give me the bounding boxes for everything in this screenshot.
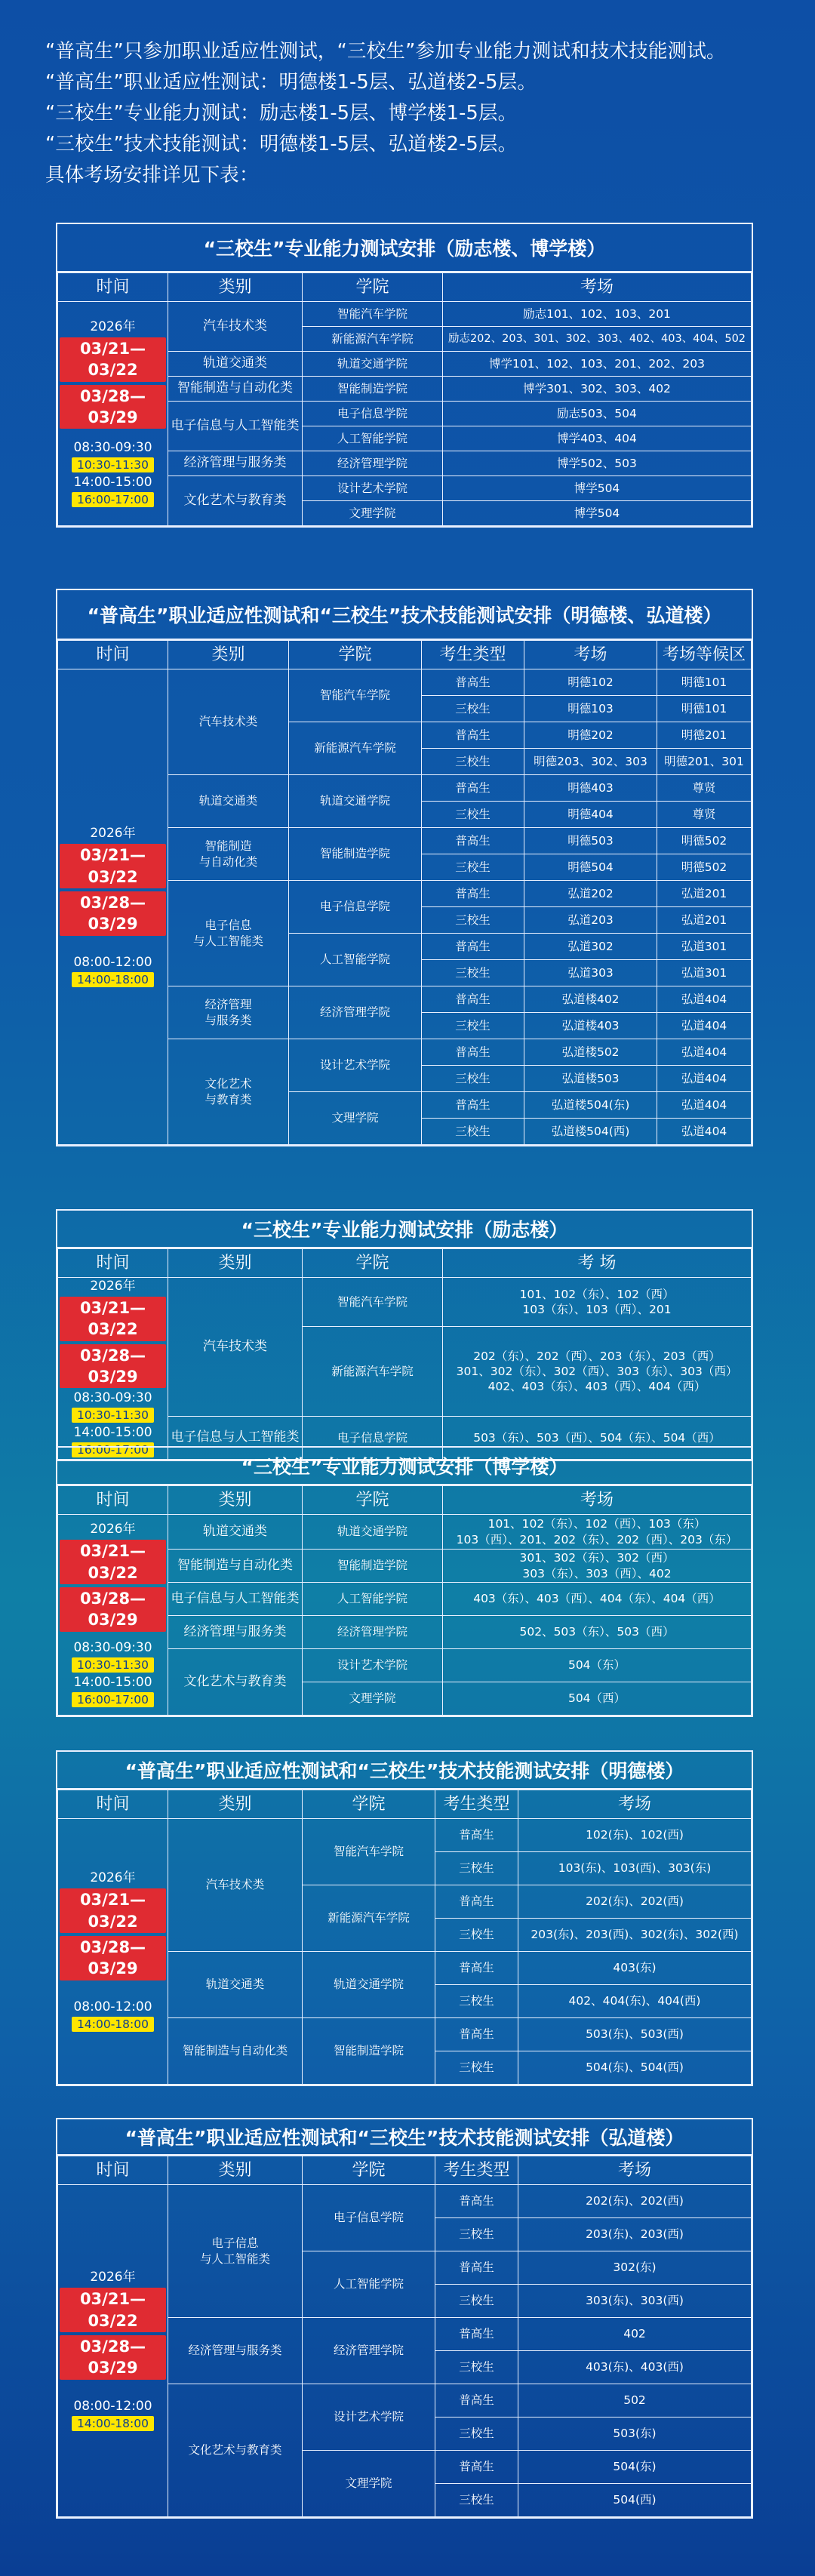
room-cell: 402、404(东)、404(西) — [518, 1985, 752, 2018]
time-slot-highlight: 16:00-17:00 — [72, 1692, 154, 1707]
header-time: 时间 — [58, 2156, 168, 2185]
intro-line: 具体考场安排详见下表： — [45, 164, 259, 186]
header-exam-room: 考场 — [524, 641, 657, 669]
table-title: “普高生”职业适应性测试和“三校生”技术技能测试安排（弘道楼） — [57, 2119, 752, 2156]
time-slot-highlight: 14:00-18:00 — [72, 972, 154, 987]
table-row — [58, 2185, 752, 2218]
waiting-room-cell: 明德502 — [657, 854, 752, 881]
room-cell: 504(东)、504(西) — [518, 2051, 752, 2085]
header-time: 时间 — [58, 1486, 168, 1515]
college-cell: 人工智能学院 — [303, 1583, 443, 1616]
room-cell: 博学504 — [443, 476, 752, 501]
room-cell: 明德203、302、303 — [524, 749, 657, 775]
college-cell: 智能汽车学院 — [303, 302, 443, 327]
time-slot: 08:30-09:30 — [73, 1639, 152, 1655]
student-type-cell: 普高生 — [422, 1092, 524, 1119]
time-slot: 14:00-15:00 — [73, 1674, 152, 1690]
time-cell — [58, 1515, 168, 1716]
schedule-table-5 — [56, 1750, 753, 2086]
student-type-cell: 普高生 — [422, 1039, 524, 1066]
intro-line: “普高生”只参加职业适应性测试，“三校生”参加专业能力测试和技术技能测试。 — [45, 40, 726, 63]
header-category: 类别 — [168, 641, 289, 669]
schedule-table-2 — [56, 589, 753, 1146]
time-slot-highlight: 14:00-18:00 — [72, 2017, 154, 2032]
category-cell: 轨道交通类 — [168, 352, 303, 377]
room-cell: 403(东) — [518, 1952, 752, 1985]
category-cell: 文化艺术与教育类 — [168, 2384, 303, 2517]
college-cell: 电子信息学院 — [303, 1417, 443, 1460]
time-slot: 14:00-15:00 — [73, 1425, 152, 1441]
time-cell — [58, 1278, 168, 1460]
table-title: “三校生”专业能力测试安排（励志楼、博学楼） — [57, 224, 752, 272]
student-type-cell: 三校生 — [435, 2484, 518, 2517]
category-cell: 轨道交通类 — [168, 1515, 303, 1550]
student-type-cell: 普高生 — [435, 2185, 518, 2218]
college-cell: 轨道交通学院 — [303, 1952, 435, 2018]
room-cell: 弘道楼504(东) — [524, 1092, 657, 1119]
waiting-room-cell: 弘道201 — [657, 907, 752, 934]
college-cell: 智能制造学院 — [303, 1550, 443, 1583]
category-cell: 经济管理与服务类 — [168, 451, 303, 476]
header-time: 时间 — [58, 273, 168, 302]
college-cell: 经济管理学院 — [303, 451, 443, 476]
header-exam-room: 考场 — [518, 1790, 752, 1819]
room-cell: 504（西） — [443, 1682, 752, 1716]
college-cell: 轨道交通学院 — [289, 775, 422, 828]
room-cell: 403(东)、403(西) — [518, 2351, 752, 2384]
header-college: 学院 — [303, 1790, 435, 1819]
category-cell: 汽车技术类 — [168, 669, 289, 775]
header-category: 类别 — [168, 1790, 303, 1819]
student-type-cell: 三校生 — [435, 2051, 518, 2085]
category-cell: 经济管理与服务类 — [168, 1616, 303, 1649]
table-title: “三校生”专业能力测试安排（励志楼） — [57, 1211, 752, 1248]
header-time: 时间 — [58, 1790, 168, 1819]
room-line: 101、102（东）、102（西）、103（东） — [487, 1517, 706, 1531]
waiting-room-cell: 弘道404 — [657, 1092, 752, 1119]
college-cell: 电子信息学院 — [289, 881, 422, 934]
student-type-cell: 普高生 — [422, 722, 524, 749]
time-slot: 08:30-09:30 — [73, 1390, 152, 1406]
header-college: 学院 — [303, 273, 443, 302]
year: 2026年 — [90, 1522, 136, 1537]
college-cell: 人工智能学院 — [303, 426, 443, 451]
room-cell: 403（东）、403（西）、404（东）、404（西） — [443, 1583, 752, 1616]
student-type-cell: 普高生 — [422, 775, 524, 802]
category-cell: 智能制造与自动化类 — [168, 1550, 303, 1583]
college-cell: 智能制造学院 — [303, 2018, 435, 2085]
college-cell: 人工智能学院 — [289, 934, 422, 986]
waiting-room-cell: 弘道404 — [657, 1119, 752, 1145]
college-cell: 轨道交通学院 — [303, 352, 443, 377]
category-cell: 电子信息与人工智能类 — [168, 1417, 303, 1460]
student-type-cell: 普高生 — [422, 986, 524, 1013]
waiting-room-cell: 弘道404 — [657, 1013, 752, 1039]
category-cell: 文化艺术与教育类 — [168, 1649, 303, 1716]
time-slot-highlight: 10:30-11:30 — [72, 457, 154, 472]
table-title: “普高生”职业适应性测试和“三校生”技术技能测试安排（明德楼、弘道楼） — [57, 590, 752, 640]
date-badge: 03/21—03/22 — [60, 844, 166, 888]
header-exam-room: 考场 — [443, 1486, 752, 1515]
schedule-table-4 — [56, 1446, 753, 1717]
room-cell: 弘道楼402 — [524, 986, 657, 1013]
student-type-cell: 三校生 — [422, 696, 524, 722]
college-cell: 新能源汽车学院 — [289, 722, 422, 775]
date-badge: 03/28—03/29 — [60, 891, 166, 936]
waiting-room-cell: 弘道301 — [657, 960, 752, 986]
student-type-cell: 普高生 — [435, 2384, 518, 2418]
room-cell: 502、503（东）、503（西） — [443, 1616, 752, 1649]
college-cell: 轨道交通学院 — [303, 1515, 443, 1550]
header-exam-room: 考 场 — [443, 1249, 752, 1278]
schedule-table-6 — [56, 2118, 753, 2519]
room-line: 301、302（东）、302（西） — [519, 1551, 675, 1565]
category-cell: 轨道交通类 — [168, 775, 289, 828]
category-cell: 智能制造与自动化类 — [168, 2018, 303, 2085]
student-type-cell: 普高生 — [422, 669, 524, 696]
date-badge: 03/21—03/22 — [60, 2288, 166, 2332]
date-badge: 03/28—03/29 — [60, 1587, 166, 1632]
student-type-cell: 普高生 — [435, 1819, 518, 1852]
header-college: 学院 — [303, 1486, 443, 1515]
room-cell: 302(东) — [518, 2251, 752, 2285]
category-cell: 汽车技术类 — [168, 1819, 303, 1952]
header-student-type: 考生类型 — [422, 641, 524, 669]
category-cell: 电子信息 与人工智能类 — [168, 881, 289, 986]
room-cell: 502 — [518, 2384, 752, 2418]
date-badge: 03/28—03/29 — [60, 1344, 166, 1389]
room-cell: 弘道楼502 — [524, 1039, 657, 1066]
room-line: 103（东）、103（西）、201 — [522, 1302, 672, 1316]
date-badge: 03/21—03/22 — [60, 337, 166, 382]
college-cell: 新能源汽车学院 — [303, 1885, 435, 1952]
college-cell: 经济管理学院 — [303, 1616, 443, 1649]
year: 2026年 — [90, 826, 136, 842]
college-cell: 智能制造学院 — [303, 377, 443, 402]
time-slot-highlight: 10:30-11:30 — [72, 1408, 154, 1423]
room-cell: 博学504 — [443, 501, 752, 526]
header-college: 学院 — [303, 2156, 435, 2185]
student-type-cell: 三校生 — [422, 1013, 524, 1039]
header-category: 类别 — [168, 2156, 303, 2185]
room-cell: 303(东)、303(西) — [518, 2285, 752, 2318]
room-line: 103（西）、201、202（东）、202（西）、203（东） — [456, 1532, 738, 1547]
waiting-room-cell: 弘道404 — [657, 1066, 752, 1092]
student-type-cell: 普高生 — [435, 2018, 518, 2051]
time-cell — [58, 1819, 168, 2085]
time-slot: 08:30-09:30 — [73, 440, 152, 456]
category-cell: 经济管理 与服务类 — [168, 986, 289, 1039]
year: 2026年 — [90, 1279, 136, 1294]
header-category: 类别 — [168, 1249, 303, 1278]
header-student-type: 考生类型 — [435, 1790, 518, 1819]
room-cell: 504(东) — [518, 2451, 752, 2484]
waiting-room-cell: 弘道301 — [657, 934, 752, 960]
date-badge: 03/21—03/22 — [60, 1888, 166, 1933]
year: 2026年 — [90, 1870, 136, 1886]
student-type-cell: 三校生 — [435, 1919, 518, 1952]
room-cell: 503（东）、503（西）、504（东）、504（西） — [443, 1417, 752, 1460]
date-badge: 03/28—03/29 — [60, 2335, 166, 2380]
header-college: 学院 — [303, 1249, 443, 1278]
room-cell: 弘道303 — [524, 960, 657, 986]
time-slot-highlight: 16:00-17:00 — [72, 492, 154, 507]
table-row — [58, 1819, 752, 1852]
room-cell: 弘道202 — [524, 881, 657, 907]
student-type-cell: 普高生 — [435, 2451, 518, 2484]
room-cell: 励志101、102、103、201 — [443, 302, 752, 327]
table-title: “三校生”专业能力测试安排（博学楼） — [57, 1448, 752, 1485]
category-cell: 经济管理与服务类 — [168, 2318, 303, 2384]
college-cell: 人工智能学院 — [303, 2251, 435, 2318]
time-slot-highlight: 16:00-17:00 — [72, 1442, 154, 1457]
category-cell: 文化艺术与教育类 — [168, 476, 303, 526]
room-cell: 弘道楼504(西) — [524, 1119, 657, 1145]
student-type-cell: 普高生 — [435, 2318, 518, 2351]
college-cell: 设计艺术学院 — [303, 476, 443, 501]
table-title: “普高生”职业适应性测试和“三校生”技术技能测试安排（明德楼） — [57, 1752, 752, 1790]
date-badge: 03/28—03/29 — [60, 385, 166, 429]
room-cell: 励志503、504 — [443, 402, 752, 426]
room-cell: 弘道302 — [524, 934, 657, 960]
college-cell: 设计艺术学院 — [303, 2384, 435, 2451]
room-cell: 励志202、203、301、302、303、402、403、404、502 — [443, 327, 752, 352]
room-cell: 弘道楼403 — [524, 1013, 657, 1039]
room-cell: 明德102 — [524, 669, 657, 696]
room-line: 301、302（东）、302（西）、303（东）、303（西） — [456, 1364, 738, 1378]
table-row — [58, 669, 752, 696]
schedule-table-3 — [56, 1209, 753, 1461]
room-cell: 102(东)、102(西) — [518, 1819, 752, 1852]
category-cell: 文化艺术 与教育类 — [168, 1039, 289, 1145]
room-cell: 弘道楼503 — [524, 1066, 657, 1092]
room-cell: 明德404 — [524, 802, 657, 828]
schedule-table-1 — [56, 223, 753, 528]
header-exam-room: 考场 — [518, 2156, 752, 2185]
student-type-cell: 三校生 — [435, 2285, 518, 2318]
waiting-room-cell: 明德101 — [657, 696, 752, 722]
time-cell — [58, 669, 168, 1145]
room-cell: 503(东) — [518, 2418, 752, 2451]
room-cell — [443, 1515, 752, 1550]
date-badge: 03/21—03/22 — [60, 1540, 166, 1584]
college-cell: 电子信息学院 — [303, 402, 443, 426]
year: 2026年 — [90, 2270, 136, 2285]
college-cell: 文理学院 — [289, 1092, 422, 1145]
student-type-cell: 普高生 — [435, 1885, 518, 1919]
header-category: 类别 — [168, 1486, 303, 1515]
waiting-room-cell: 明德101 — [657, 669, 752, 696]
header-student-type: 考生类型 — [435, 2156, 518, 2185]
room-cell — [443, 1550, 752, 1583]
waiting-room-cell: 弘道404 — [657, 1039, 752, 1066]
college-cell: 文理学院 — [303, 1682, 443, 1716]
waiting-room-cell: 弘道201 — [657, 881, 752, 907]
room-cell: 明德202 — [524, 722, 657, 749]
room-line: 303（东）、303（西）、402 — [522, 1566, 672, 1580]
student-type-cell: 三校生 — [422, 1119, 524, 1145]
room-cell: 明德403 — [524, 775, 657, 802]
college-cell: 智能汽车学院 — [289, 669, 422, 722]
category-cell: 轨道交通类 — [168, 1952, 303, 2018]
student-type-cell: 三校生 — [422, 960, 524, 986]
room-cell: 504(西) — [518, 2484, 752, 2517]
room-cell: 明德504 — [524, 854, 657, 881]
time-cell — [58, 2185, 168, 2517]
college-cell: 经济管理学院 — [289, 986, 422, 1039]
student-type-cell: 三校生 — [422, 1066, 524, 1092]
room-cell: 弘道203 — [524, 907, 657, 934]
college-cell: 设计艺术学院 — [303, 1649, 443, 1682]
waiting-room-cell: 明德502 — [657, 828, 752, 854]
header-category: 类别 — [168, 273, 303, 302]
student-type-cell: 三校生 — [435, 1985, 518, 2018]
category-cell: 电子信息与人工智能类 — [168, 1583, 303, 1616]
time-slot-highlight: 14:00-18:00 — [72, 2416, 154, 2431]
waiting-room-cell: 尊贤 — [657, 775, 752, 802]
date-badge: 03/28—03/29 — [60, 1936, 166, 1980]
header-waiting-room: 考场等候区 — [657, 641, 752, 669]
room-cell: 504（东） — [443, 1649, 752, 1682]
category-cell: 电子信息与人工智能类 — [168, 402, 303, 451]
intro-line: “三校生”技术技能测试：明德楼1-5层、弘道楼2-5层。 — [45, 133, 518, 155]
student-type-cell: 三校生 — [422, 854, 524, 881]
student-type-cell: 三校生 — [435, 2418, 518, 2451]
college-cell: 新能源汽车学院 — [303, 1326, 443, 1416]
date-badge: 03/21—03/22 — [60, 1297, 166, 1341]
college-cell: 智能汽车学院 — [303, 1278, 443, 1327]
header-time: 时间 — [58, 1249, 168, 1278]
college-cell: 文理学院 — [303, 2451, 435, 2517]
student-type-cell: 三校生 — [435, 2351, 518, 2384]
college-cell: 新能源汽车学院 — [303, 327, 443, 352]
waiting-room-cell: 明德201 — [657, 722, 752, 749]
college-cell: 智能汽车学院 — [303, 1819, 435, 1885]
room-cell: 103(东)、103(西)、303(东) — [518, 1852, 752, 1885]
room-cell: 203(东)、203(西)、302(东)、302(西) — [518, 1919, 752, 1952]
time-cell — [58, 302, 168, 526]
room-line: 402、403（东）、403（西）、404（西） — [487, 1379, 706, 1393]
room-line: 202（东）、202（西）、203（东）、203（西） — [473, 1349, 721, 1363]
category-cell: 智能制造与自动化类 — [168, 377, 303, 402]
category-cell: 电子信息 与人工智能类 — [168, 2185, 303, 2318]
category-cell: 汽车技术类 — [168, 1278, 303, 1417]
category-cell: 汽车技术类 — [168, 302, 303, 352]
room-cell: 203(东)、203(西) — [518, 2218, 752, 2251]
college-cell: 智能制造学院 — [289, 828, 422, 881]
time-slot: 08:00-12:00 — [73, 954, 152, 970]
time-slot: 08:00-12:00 — [73, 1999, 152, 2014]
header-time: 时间 — [58, 641, 168, 669]
header-college: 学院 — [289, 641, 422, 669]
student-type-cell: 普高生 — [422, 881, 524, 907]
time-slot-highlight: 10:30-11:30 — [72, 1657, 154, 1673]
room-cell — [443, 1278, 752, 1327]
student-type-cell: 普高生 — [422, 828, 524, 854]
room-cell: 博学101、102、103、201、202、203 — [443, 352, 752, 377]
year: 2026年 — [90, 319, 136, 334]
student-type-cell: 普高生 — [435, 2251, 518, 2285]
header-exam-room: 考场 — [443, 273, 752, 302]
category-cell: 智能制造 与自动化类 — [168, 828, 289, 881]
intro-text — [45, 36, 726, 191]
intro-line: “普高生”职业适应性测试：明德楼1-5层、弘道楼2-5层。 — [45, 71, 537, 94]
room-cell — [443, 1326, 752, 1416]
room-cell: 503(东)、503(西) — [518, 2018, 752, 2051]
student-type-cell: 三校生 — [422, 749, 524, 775]
room-cell: 402 — [518, 2318, 752, 2351]
time-slot: 14:00-15:00 — [73, 475, 152, 491]
waiting-room-cell: 弘道404 — [657, 986, 752, 1013]
room-line: 101、102（东）、102（西） — [519, 1287, 675, 1301]
waiting-room-cell: 尊贤 — [657, 802, 752, 828]
college-cell: 设计艺术学院 — [289, 1039, 422, 1092]
student-type-cell: 三校生 — [435, 1852, 518, 1885]
student-type-cell: 普高生 — [435, 1952, 518, 1985]
room-cell: 明德503 — [524, 828, 657, 854]
room-cell: 明德103 — [524, 696, 657, 722]
room-cell: 202(东)、202(西) — [518, 1885, 752, 1919]
time-slot: 08:00-12:00 — [73, 2398, 152, 2414]
college-cell: 文理学院 — [303, 501, 443, 526]
room-cell: 202(东)、202(西) — [518, 2185, 752, 2218]
waiting-room-cell: 明德201、301 — [657, 749, 752, 775]
student-type-cell: 三校生 — [435, 2218, 518, 2251]
intro-line: “三校生”专业能力测试：励志楼1-5层、博学楼1-5层。 — [45, 102, 518, 125]
room-cell: 博学502、503 — [443, 451, 752, 476]
student-type-cell: 普高生 — [422, 934, 524, 960]
student-type-cell: 三校生 — [422, 907, 524, 934]
college-cell: 电子信息学院 — [303, 2185, 435, 2251]
student-type-cell: 三校生 — [422, 802, 524, 828]
room-cell: 博学403、404 — [443, 426, 752, 451]
room-cell: 博学301、302、303、402 — [443, 377, 752, 402]
college-cell: 经济管理学院 — [303, 2318, 435, 2384]
